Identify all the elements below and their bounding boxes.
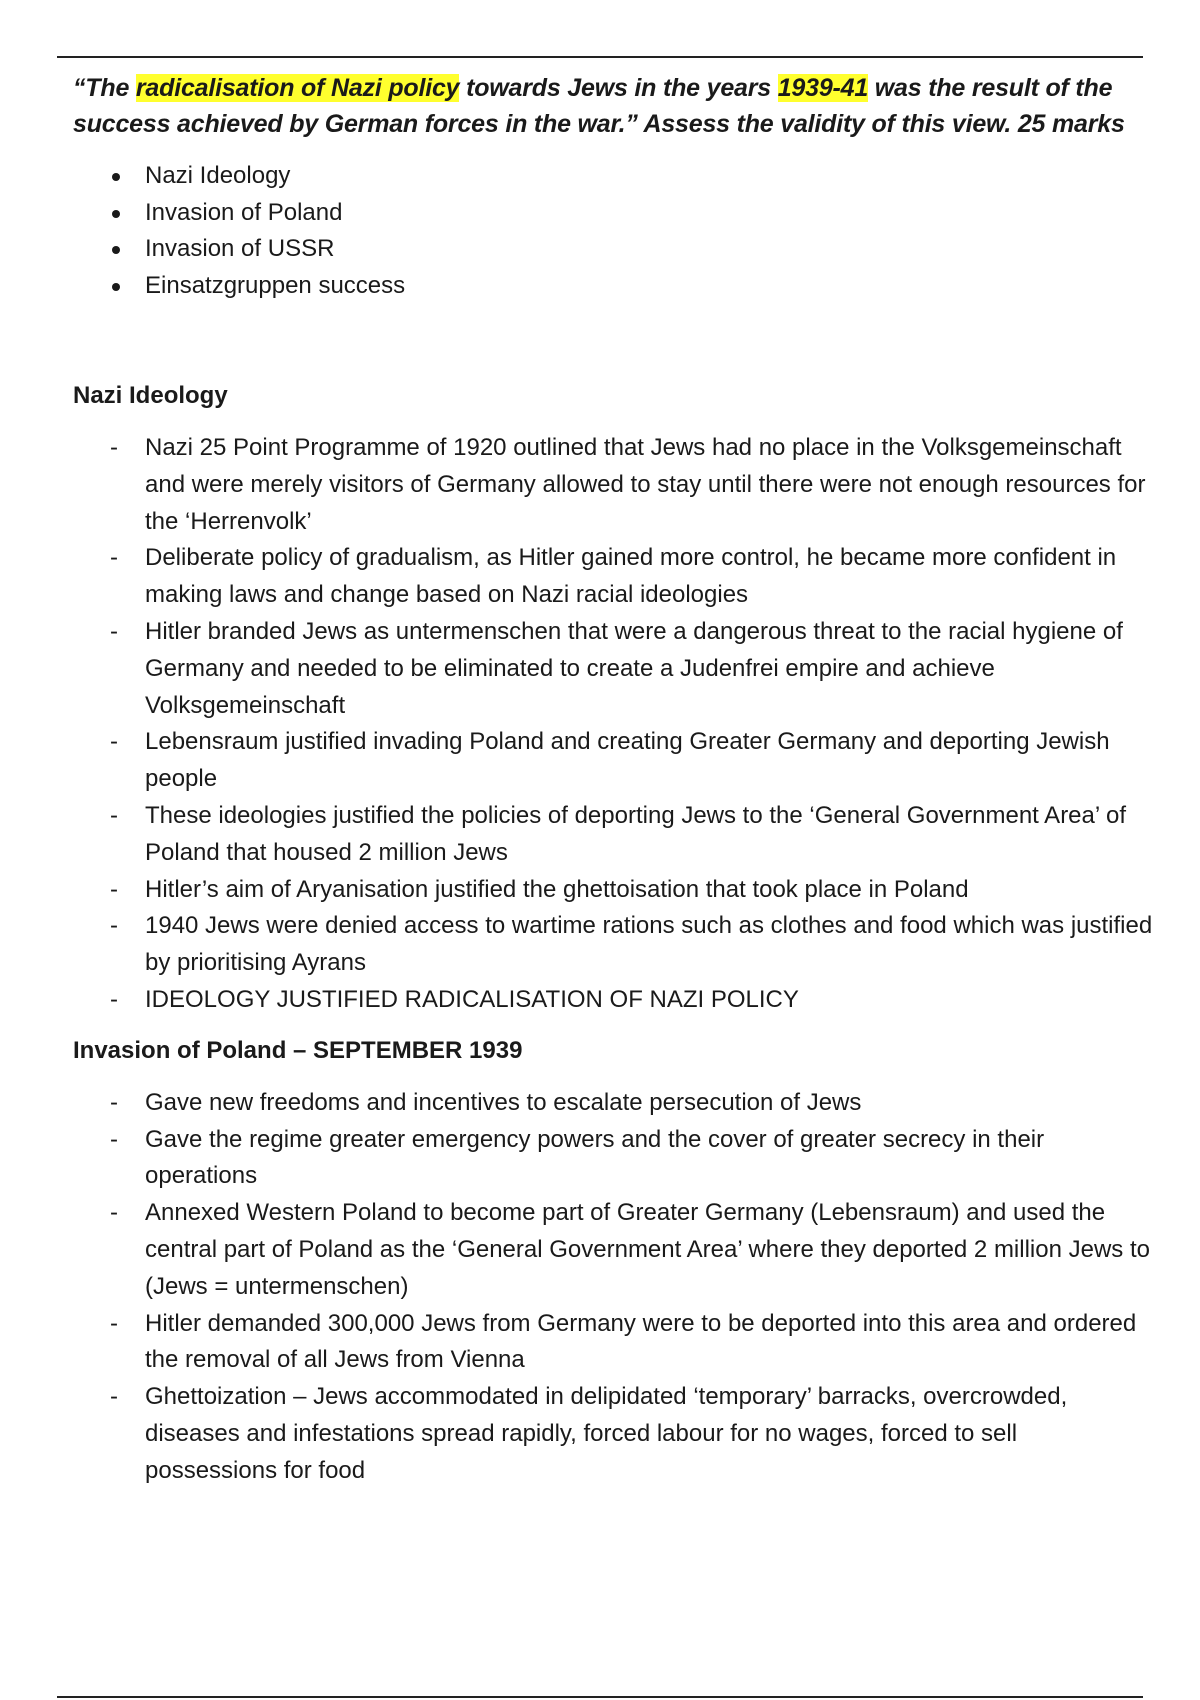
- outline-item: Invasion of Poland: [73, 195, 1153, 232]
- dash-icon: -: [110, 1199, 118, 1227]
- dash-icon: -: [110, 617, 118, 645]
- dash-icon: -: [110, 1383, 118, 1411]
- dash-icon: -: [110, 985, 118, 1013]
- dash-icon: -: [110, 1125, 118, 1153]
- section-list-invasion-of-poland: [73, 1085, 1153, 1490]
- list-item: - Hitler branded Jews as untermenschen that were a dangerous threat to the racial hygiene of Germany and needed to be eliminated to create a Judenfrei empire and achieve Volksgemeinschaft: [73, 614, 1153, 724]
- bullet-icon: [112, 210, 120, 218]
- section-heading-invasion-of-poland: Invasion of Poland – SEPTEMBER 1939: [73, 1036, 523, 1064]
- document-body: [73, 70, 1153, 1490]
- list-item: - 1940 Jews were denied access to wartime rations such as clothes and food which was justified by prioritising Ayrans: [73, 908, 1153, 982]
- list-item: - Ghettoization – Jews accommodated in delipidated ‘temporary’ barracks, overcrowded, diseases and infestations spread rapidly, forced labour for no wages, forced to sell possessions for food: [73, 1379, 1153, 1489]
- list-item: - Nazi 25 Point Programme of 1920 outlined that Jews had no place in the Volksgemeinschaft and were merely visitors of Germany allowed to stay until there were not enough resources for the ‘Herrenvolk’: [73, 430, 1153, 540]
- list-item: - Hitler demanded 300,000 Jews from Germany were to be deported into this area and ordered the removal of all Jews from Vienna: [73, 1306, 1153, 1380]
- bullet-icon: [112, 246, 120, 254]
- outline-list: [73, 158, 1153, 304]
- outline-item: Invasion of USSR: [73, 231, 1153, 268]
- list-item: - Lebensraum justified invading Poland and creating Greater Germany and deporting Jewish people: [73, 724, 1153, 798]
- dash-icon: -: [110, 1088, 118, 1116]
- list-item: - Annexed Western Poland to become part of Greater Germany (Lebensraum) and used the central part of Poland as the ‘General Government Area’ where they deported 2 million Jews to (Jews = untermenschen): [73, 1195, 1153, 1305]
- section-heading-nazi-ideology: Nazi Ideology: [73, 382, 228, 409]
- section-list-nazi-ideology: [73, 430, 1153, 1019]
- outline-item: Nazi Ideology: [73, 158, 1153, 195]
- list-item: - Hitler’s aim of Aryanisation justified the ghettoisation that took place in Poland: [73, 872, 1153, 909]
- dash-icon: -: [110, 434, 118, 461]
- question-highlight-radicalisation: radicalisation of Nazi policy: [135, 74, 460, 102]
- list-item: - Gave the regime greater emergency powers and the cover of greater secrecy in their operations: [73, 1122, 1153, 1196]
- dash-icon: -: [110, 875, 118, 903]
- dash-icon: -: [110, 912, 118, 940]
- question-part-1: “The: [73, 74, 136, 102]
- list-item: - These ideologies justified the policies of deporting Jews to the ‘General Government Area’ of Poland that housed 2 million Jews: [73, 798, 1153, 872]
- list-item: - IDEOLOGY JUSTIFIED RADICALISATION OF NAZI POLICY: [73, 982, 1153, 1019]
- outline-item: Einsatzgruppen success: [73, 268, 1153, 305]
- question-part-2: towards Jews in the years: [459, 74, 778, 102]
- bullet-icon: [112, 283, 120, 291]
- top-rule: [57, 56, 1143, 58]
- list-item: - Deliberate policy of gradualism, as Hitler gained more control, he became more confident in making laws and change based on Nazi racial ideologies: [73, 540, 1153, 614]
- list-item: - Gave new freedoms and incentives to escalate persecution of Jews: [73, 1085, 1153, 1122]
- question-part-3: was the result of the success achieved by German forces in the war.” Assess the validity of this view. 25 marks: [73, 74, 1125, 138]
- essay-question: [73, 70, 1153, 142]
- dash-icon: -: [110, 728, 118, 756]
- bullet-icon: [112, 173, 120, 181]
- dash-icon: -: [110, 544, 118, 572]
- bottom-rule: [57, 1696, 1143, 1698]
- dash-icon: -: [110, 1309, 118, 1337]
- question-highlight-years: 1939-41: [777, 74, 869, 102]
- dash-icon: -: [110, 801, 118, 829]
